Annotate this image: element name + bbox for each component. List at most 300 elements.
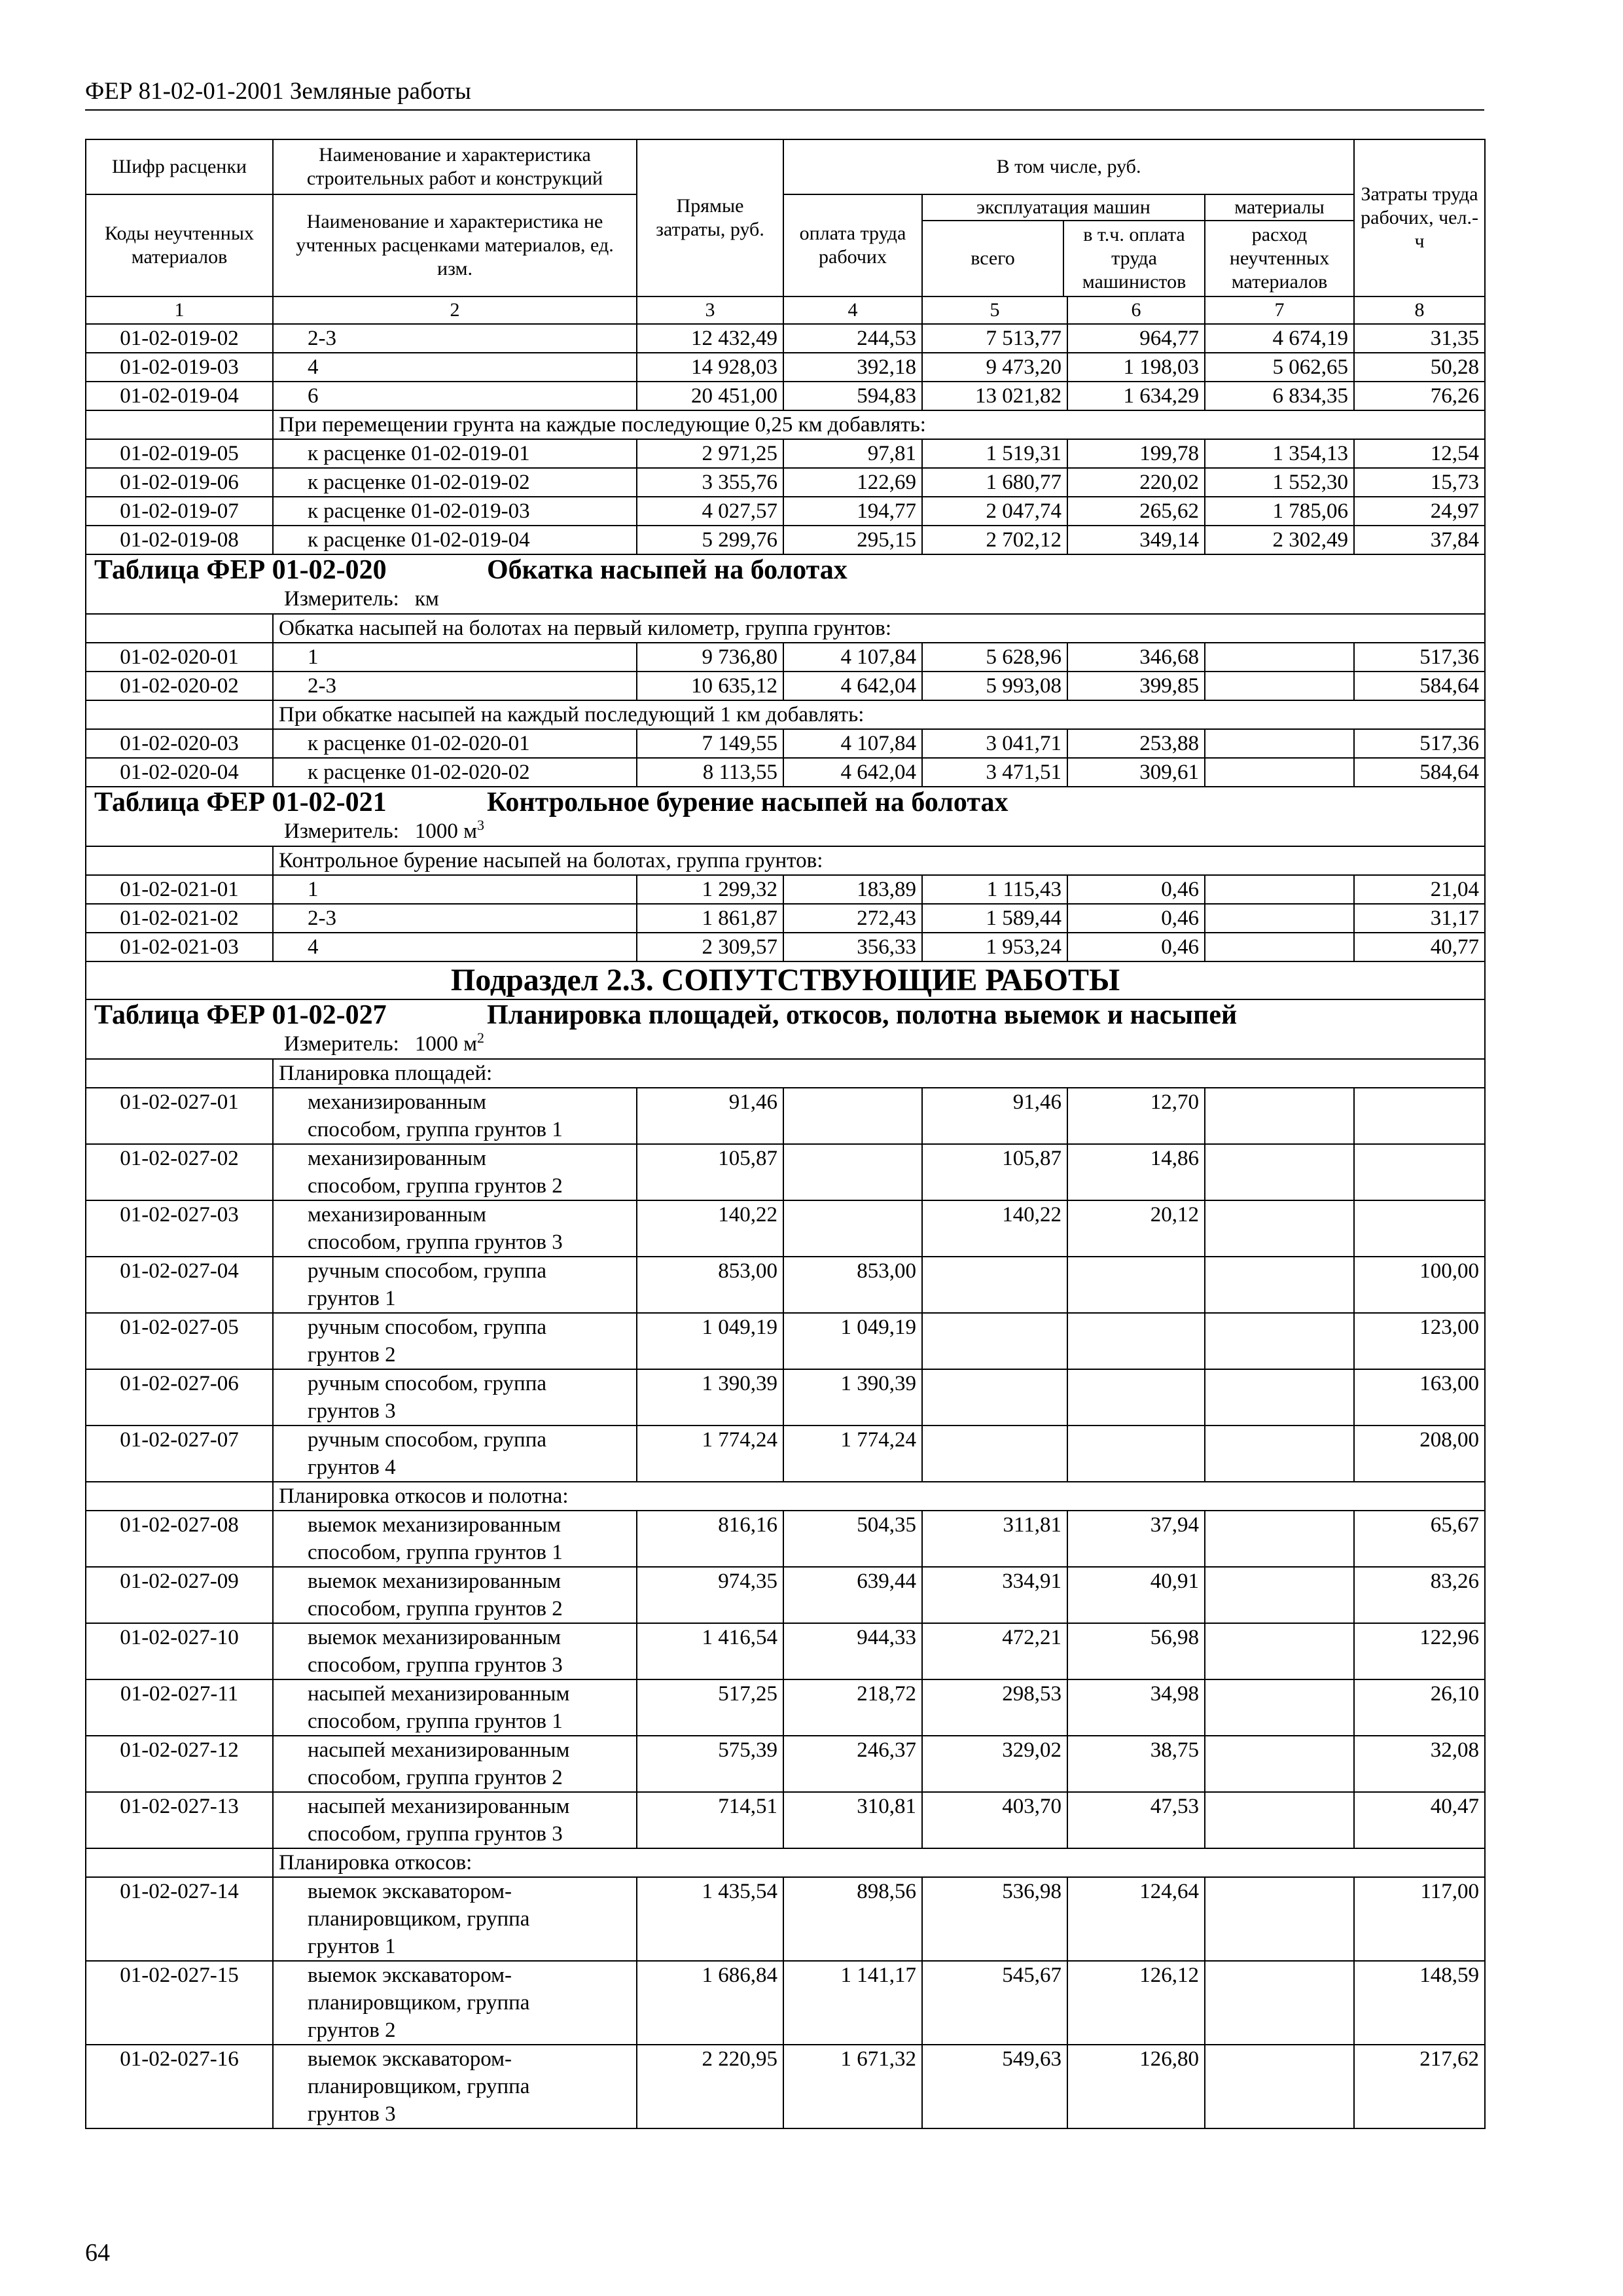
empty-cell	[86, 614, 273, 643]
machine-total-value: 9 473,20	[922, 353, 1067, 382]
work-description	[273, 2045, 637, 2128]
labor-pay-value: 639,44	[783, 1567, 922, 1623]
table-row	[86, 758, 1485, 787]
materials-unaccounted-value	[1205, 1567, 1354, 1623]
table-row	[86, 1257, 1485, 1313]
description-line: планировщиком, группа	[308, 2075, 530, 2098]
table-row	[86, 353, 1485, 382]
materials-unaccounted-value	[1205, 1623, 1354, 1679]
work-description: 2-3	[273, 672, 637, 700]
work-description: к расценке 01-02-020-01	[273, 729, 637, 758]
table-row	[86, 1567, 1485, 1623]
direct-costs-value: 1 435,54	[637, 1877, 783, 1961]
description-line: грунтов 4	[308, 1456, 396, 1479]
work-description: 2-3	[273, 324, 637, 353]
work-description: 1	[273, 643, 637, 672]
machine-operation-header: эксплуатация машин	[923, 195, 1204, 221]
labor-hours-value: 117,00	[1354, 1877, 1485, 1961]
labor-hours-value: 517,36	[1354, 643, 1485, 672]
work-description	[273, 1792, 637, 1848]
materials-unaccounted-value	[1205, 729, 1354, 758]
table-row	[86, 382, 1485, 410]
table-row	[86, 1144, 1485, 1200]
direct-costs-value: 105,87	[637, 1144, 783, 1200]
table-row	[86, 2045, 1485, 2128]
labor-pay-value: 4 642,04	[783, 672, 922, 700]
description-line: насыпей механизированным	[308, 1795, 570, 1818]
direct-costs-value: 8 113,55	[637, 758, 783, 787]
table-row	[86, 1679, 1485, 1736]
measure-unit: км	[414, 587, 439, 611]
subsection-heading: Подраздел 2.3. СОПУТСТВУЮЩИЕ РАБОТЫ	[86, 961, 1485, 999]
rate-code: 01-02-027-10	[86, 1623, 273, 1679]
work-description: 6	[273, 382, 637, 410]
work-description: к расценке 01-02-019-04	[273, 526, 637, 554]
labor-hours-value	[1354, 1200, 1485, 1257]
work-description	[273, 1623, 637, 1679]
labor-hours-value: 21,04	[1354, 875, 1485, 904]
labor-hours-value: 584,64	[1354, 758, 1485, 787]
machinist-pay-value: 12,70	[1067, 1088, 1205, 1144]
machinist-pay-value: 126,80	[1067, 2045, 1205, 2128]
direct-costs-value: 714,51	[637, 1792, 783, 1848]
table-row	[86, 904, 1485, 933]
labor-pay-value: 97,81	[783, 439, 922, 468]
work-description	[273, 1877, 637, 1961]
table-row	[86, 643, 1485, 672]
materials-unaccounted-value: 4 674,19	[1205, 324, 1354, 353]
rate-code: 01-02-021-02	[86, 904, 273, 933]
description-line: ручным способом, группа	[308, 1372, 547, 1395]
including-header: В том числе, руб.	[783, 139, 1354, 194]
labor-hours-value: 148,59	[1354, 1961, 1485, 2045]
table-name: Обкатка насыпей на болотах	[487, 555, 847, 585]
machine-total-value: 7 513,77	[922, 324, 1067, 353]
materials-unaccounted-header: расход неучтенных материалов	[1229, 224, 1330, 293]
direct-costs-value: 12 432,49	[637, 324, 783, 353]
rate-code: 01-02-027-12	[86, 1736, 273, 1792]
group-note: При обкатке насыпей на каждый последующий 1 км добавлять:	[273, 700, 1485, 729]
machine-total-value	[922, 1257, 1067, 1313]
direct-costs-value: 3 355,76	[637, 468, 783, 497]
description-line: способом, группа грунтов 1	[308, 1710, 563, 1733]
measure-unit: 1000 м	[414, 819, 477, 843]
rate-code: 01-02-019-06	[86, 468, 273, 497]
machinist-pay-value: 126,12	[1067, 1961, 1205, 2045]
measure-unit-power: 3	[477, 817, 484, 833]
materials-unaccounted-value	[1205, 672, 1354, 700]
description-line: грунтов 3	[308, 2102, 396, 2126]
table-title	[86, 787, 1485, 846]
materials-unaccounted-value	[1205, 1736, 1354, 1792]
empty-cell	[86, 1848, 273, 1877]
machine-total-value: 91,46	[922, 1088, 1067, 1144]
materials-unaccounted-value	[1205, 875, 1354, 904]
machinist-pay-value	[1067, 1313, 1205, 1369]
description-line: грунтов 1	[308, 1287, 396, 1310]
work-description: к расценке 01-02-020-02	[273, 758, 637, 787]
direct-costs-value: 91,46	[637, 1088, 783, 1144]
table-title	[86, 554, 1485, 614]
table-row	[86, 1426, 1485, 1482]
materials-unaccounted-value	[1205, 1961, 1354, 2045]
work-description: к расценке 01-02-019-03	[273, 497, 637, 526]
table-row	[86, 1623, 1485, 1679]
description-line: выемок механизированным	[308, 1570, 562, 1593]
machinist-pay-value: 399,85	[1067, 672, 1205, 700]
materials-unaccounted-value	[1205, 1511, 1354, 1567]
labor-costs-header: Затраты труда рабочих, чел.-ч	[1354, 139, 1485, 296]
materials-unaccounted-value	[1205, 1426, 1354, 1482]
machine-total-value: 472,21	[922, 1623, 1067, 1679]
direct-costs-value: 2 220,95	[637, 2045, 783, 2128]
description-line: механизированным	[308, 1147, 486, 1170]
column-number: 1	[86, 296, 273, 324]
unaccounted-names-header: Наименование и характеристика не учтенных расценками материалов, ед. изм.	[273, 194, 637, 296]
direct-costs-value: 974,35	[637, 1567, 783, 1623]
machinist-pay-value: 124,64	[1067, 1877, 1205, 1961]
machinist-pay-value: 40,91	[1067, 1567, 1205, 1623]
labor-hours-value: 40,77	[1354, 933, 1485, 961]
table-row	[86, 729, 1485, 758]
measure-label: Измеритель:	[284, 819, 399, 843]
measure-line	[94, 818, 484, 844]
table-title	[86, 999, 1485, 1059]
work-description	[273, 1511, 637, 1567]
materials-unaccounted-value: 2 302,49	[1205, 526, 1354, 554]
measure-value	[415, 587, 439, 611]
rate-code: 01-02-019-03	[86, 353, 273, 382]
machinist-pay-value: 964,77	[1067, 324, 1205, 353]
empty-cell	[86, 700, 273, 729]
labor-pay-value: 1 141,17	[783, 1961, 922, 2045]
name-column-header: Наименование и характеристика строительных работ и конструкций	[273, 139, 637, 194]
group-note-row	[86, 846, 1485, 875]
materials-unaccounted-value	[1205, 1088, 1354, 1144]
description-line: грунтов 1	[308, 1935, 396, 1958]
labor-pay-value: 194,77	[783, 497, 922, 526]
work-description: к расценке 01-02-019-02	[273, 468, 637, 497]
direct-costs-value: 2 309,57	[637, 933, 783, 961]
rate-code: 01-02-027-16	[86, 2045, 273, 2128]
table-row	[86, 1877, 1485, 1961]
direct-costs-value: 14 928,03	[637, 353, 783, 382]
table-row	[86, 933, 1485, 961]
direct-costs-value: 1 049,19	[637, 1313, 783, 1369]
work-description	[273, 1961, 637, 2045]
work-description: 2-3	[273, 904, 637, 933]
column-number: 6	[1067, 296, 1205, 324]
table-row	[86, 526, 1485, 554]
direct-costs-value: 517,25	[637, 1679, 783, 1736]
machine-total-value: 334,91	[922, 1567, 1067, 1623]
labor-hours-value: 26,10	[1354, 1679, 1485, 1736]
work-description	[273, 1257, 637, 1313]
materials-header-group	[1205, 194, 1354, 296]
empty-cell	[86, 410, 273, 439]
machine-total-value: 1 519,31	[922, 439, 1067, 468]
table-code: Таблица ФЕР 01-02-027	[94, 1000, 387, 1030]
machinist-pay-value	[1067, 1369, 1205, 1426]
measure-line	[94, 586, 439, 612]
measure-label: Измеритель:	[284, 587, 399, 611]
labor-pay-value: 4 107,84	[783, 643, 922, 672]
table-row	[86, 1736, 1485, 1792]
machine-total-value: 311,81	[922, 1511, 1067, 1567]
table-row	[86, 1369, 1485, 1426]
description-line: выемок экскаватором-	[308, 1964, 512, 1987]
measure-unit-power: 2	[477, 1030, 484, 1046]
rates-table	[85, 139, 1486, 2129]
labor-pay-value: 218,72	[783, 1679, 922, 1736]
group-note: При перемещении грунта на каждые последующие 0,25 км добавлять:	[273, 410, 1485, 439]
labor-hours-value: 217,62	[1354, 2045, 1485, 2128]
materials-header: материалы	[1205, 195, 1353, 221]
table-title-row	[86, 999, 1485, 1059]
table-row	[86, 497, 1485, 526]
rate-code: 01-02-020-04	[86, 758, 273, 787]
direct-costs-value: 7 149,55	[637, 729, 783, 758]
rate-code: 01-02-027-07	[86, 1426, 273, 1482]
machine-operation-header-group	[922, 194, 1205, 296]
work-description: 1	[273, 875, 637, 904]
machinist-pay-value: 37,94	[1067, 1511, 1205, 1567]
group-note-row	[86, 614, 1485, 643]
description-line: выемок экскаватором-	[308, 1880, 512, 1903]
rate-code: 01-02-021-03	[86, 933, 273, 961]
page-number: 64	[85, 2239, 110, 2267]
labor-pay-value: 594,83	[783, 382, 922, 410]
labor-pay-value: 4 107,84	[783, 729, 922, 758]
machine-total-header: всего	[923, 221, 1064, 296]
machinist-pay-value: 253,88	[1067, 729, 1205, 758]
measure-value	[415, 819, 484, 843]
machine-total-value: 1 589,44	[922, 904, 1067, 933]
labor-hours-value: 100,00	[1354, 1257, 1485, 1313]
labor-hours-value: 31,17	[1354, 904, 1485, 933]
machinist-pay-value	[1067, 1257, 1205, 1313]
table-code: Таблица ФЕР 01-02-020	[94, 555, 387, 585]
machine-total-value: 329,02	[922, 1736, 1067, 1792]
table-title-row	[86, 554, 1485, 614]
column-number: 8	[1354, 296, 1485, 324]
description-line: способом, группа грунтов 2	[308, 1174, 563, 1198]
description-line: грунтов 3	[308, 1399, 396, 1423]
labor-hours-value: 517,36	[1354, 729, 1485, 758]
labor-pay-value: 898,56	[783, 1877, 922, 1961]
machine-total-value: 549,63	[922, 2045, 1067, 2128]
labor-hours-value: 65,67	[1354, 1511, 1485, 1567]
description-line: ручным способом, группа	[308, 1316, 547, 1339]
machine-total-value: 1 115,43	[922, 875, 1067, 904]
machinist-pay-value: 0,46	[1067, 875, 1205, 904]
column-number: 4	[783, 296, 922, 324]
direct-costs-value: 1 686,84	[637, 1961, 783, 2045]
labor-pay-value: 272,43	[783, 904, 922, 933]
table-name: Планировка площадей, откосов, полотна выемок и насыпей	[487, 1000, 1238, 1030]
materials-unaccounted-value	[1205, 1144, 1354, 1200]
rate-code: 01-02-027-05	[86, 1313, 273, 1369]
rate-code: 01-02-027-13	[86, 1792, 273, 1848]
labor-pay-value: 1 390,39	[783, 1369, 922, 1426]
labor-pay-value: 310,81	[783, 1792, 922, 1848]
rate-code: 01-02-020-02	[86, 672, 273, 700]
materials-unaccounted-value	[1205, 1257, 1354, 1313]
rate-code: 01-02-027-09	[86, 1567, 273, 1623]
machine-total-value: 298,53	[922, 1679, 1067, 1736]
direct-costs-value: 1 299,32	[637, 875, 783, 904]
machine-total-value: 3 471,51	[922, 758, 1067, 787]
rate-code: 01-02-019-08	[86, 526, 273, 554]
column-number: 2	[273, 296, 637, 324]
description-line: выемок механизированным	[308, 1513, 562, 1537]
labor-pay-value: 356,33	[783, 933, 922, 961]
rate-code: 01-02-027-02	[86, 1144, 273, 1200]
machinist-pay-value: 14,86	[1067, 1144, 1205, 1200]
table-row	[86, 1088, 1485, 1144]
description-line: насыпей механизированным	[308, 1682, 570, 1706]
labor-hours-value: 50,28	[1354, 353, 1485, 382]
table-row	[86, 1511, 1485, 1567]
direct-costs-value: 1 861,87	[637, 904, 783, 933]
labor-pay-value	[783, 1088, 922, 1144]
work-description	[273, 1369, 637, 1426]
machine-total-value	[922, 1369, 1067, 1426]
unaccounted-codes-header: Коды неучтенных материалов	[86, 194, 273, 296]
description-line: выемок экскаватором-	[308, 2047, 512, 2071]
machinist-pay-value: 220,02	[1067, 468, 1205, 497]
labor-pay-value: 122,69	[783, 468, 922, 497]
machinist-pay-value	[1067, 1426, 1205, 1482]
table-row	[86, 875, 1485, 904]
labor-pay-value: 1 049,19	[783, 1313, 922, 1369]
labor-hours-value: 584,64	[1354, 672, 1485, 700]
machine-total-value: 5 628,96	[922, 643, 1067, 672]
labor-pay-value	[783, 1200, 922, 1257]
direct-costs-value: 1 390,39	[637, 1369, 783, 1426]
group-note-row	[86, 700, 1485, 729]
materials-unaccounted-value: 1 785,06	[1205, 497, 1354, 526]
table-row	[86, 1792, 1485, 1848]
labor-hours-value: 12,54	[1354, 439, 1485, 468]
table-row	[86, 439, 1485, 468]
description-line: ручным способом, группа	[308, 1259, 547, 1283]
subsection-row	[86, 961, 1485, 999]
labor-hours-value: 31,35	[1354, 324, 1485, 353]
labor-pay-value: 295,15	[783, 526, 922, 554]
group-note-row	[86, 1848, 1485, 1877]
labor-hours-value: 24,97	[1354, 497, 1485, 526]
labor-hours-value: 37,84	[1354, 526, 1485, 554]
machine-total-value: 105,87	[922, 1144, 1067, 1200]
table-row	[86, 1200, 1485, 1257]
machine-total-value	[922, 1426, 1067, 1482]
work-description	[273, 1088, 637, 1144]
group-note: Планировка площадей:	[273, 1059, 1485, 1088]
group-note: Обкатка насыпей на болотах на первый километр, группа грунтов:	[273, 614, 1485, 643]
machinist-pay-value: 199,78	[1067, 439, 1205, 468]
labor-hours-value: 163,00	[1354, 1369, 1485, 1426]
empty-cell	[86, 1482, 273, 1511]
labor-hours-value: 32,08	[1354, 1736, 1485, 1792]
description-line: механизированным	[308, 1203, 486, 1227]
group-note: Планировка откосов:	[273, 1848, 1485, 1877]
table-row	[86, 1961, 1485, 2045]
materials-unaccounted-value	[1205, 1792, 1354, 1848]
rate-code: 01-02-027-03	[86, 1200, 273, 1257]
labor-hours-value	[1354, 1088, 1485, 1144]
empty-cell	[86, 1059, 273, 1088]
description-line: механизированным	[308, 1090, 486, 1114]
rate-code: 01-02-020-01	[86, 643, 273, 672]
labor-pay-value: 853,00	[783, 1257, 922, 1313]
materials-unaccounted-value	[1205, 1200, 1354, 1257]
description-line: ручным способом, группа	[308, 1428, 547, 1452]
labor-pay-value: 1 671,32	[783, 2045, 922, 2128]
machinist-pay-value: 349,14	[1067, 526, 1205, 554]
machine-total-value: 2 702,12	[922, 526, 1067, 554]
materials-unaccounted-value: 1 552,30	[1205, 468, 1354, 497]
labor-pay-value: 1 774,24	[783, 1426, 922, 1482]
empty-cell	[86, 846, 273, 875]
machine-total-value: 536,98	[922, 1877, 1067, 1961]
group-note-row	[86, 1059, 1485, 1088]
labor-hours-value: 122,96	[1354, 1623, 1485, 1679]
table-body	[86, 139, 1485, 2128]
materials-unaccounted-value	[1205, 933, 1354, 961]
labor-hours-value: 83,26	[1354, 1567, 1485, 1623]
direct-costs-value: 2 971,25	[637, 439, 783, 468]
column-number: 5	[922, 296, 1067, 324]
labor-pay-value	[783, 1144, 922, 1200]
group-note: Планировка откосов и полотна:	[273, 1482, 1485, 1511]
rate-code: 01-02-027-04	[86, 1257, 273, 1313]
machinist-pay-value: 1 634,29	[1067, 382, 1205, 410]
machine-total-value: 5 993,08	[922, 672, 1067, 700]
machine-total-value: 13 021,82	[922, 382, 1067, 410]
description-line: способом, группа грунтов 2	[308, 1597, 563, 1621]
machinist-pay-value: 47,53	[1067, 1792, 1205, 1848]
description-line: способом, группа грунтов 3	[308, 1230, 563, 1254]
work-description	[273, 1679, 637, 1736]
rate-code: 01-02-027-15	[86, 1961, 273, 2045]
running-header: ФЕР 81-02-01-2001 Земляные работы	[85, 78, 471, 105]
group-note-row	[86, 410, 1485, 439]
description-line: способом, группа грунтов 1	[308, 1541, 563, 1564]
header-rule	[85, 109, 1484, 111]
labor-pay-value: 246,37	[783, 1736, 922, 1792]
table-name: Контрольное бурение насыпей на болотах	[487, 787, 1008, 817]
materials-unaccounted-value: 5 062,65	[1205, 353, 1354, 382]
direct-costs-value: 10 635,12	[637, 672, 783, 700]
materials-unaccounted-value	[1205, 643, 1354, 672]
description-line: насыпей механизированным	[308, 1738, 570, 1762]
work-description	[273, 1426, 637, 1482]
direct-costs-value: 575,39	[637, 1736, 783, 1792]
description-line: выемок механизированным	[308, 1626, 562, 1649]
column-number: 7	[1205, 296, 1354, 324]
work-description: к расценке 01-02-019-01	[273, 439, 637, 468]
labor-hours-value: 15,73	[1354, 468, 1485, 497]
direct-costs-value: 1 416,54	[637, 1623, 783, 1679]
materials-unaccounted-value	[1205, 1369, 1354, 1426]
rate-code: 01-02-021-01	[86, 875, 273, 904]
direct-costs-value: 853,00	[637, 1257, 783, 1313]
table-row	[86, 324, 1485, 353]
machinist-pay-value: 1 198,03	[1067, 353, 1205, 382]
direct-costs-value: 1 774,24	[637, 1426, 783, 1482]
materials-unaccounted-value: 1 354,13	[1205, 439, 1354, 468]
